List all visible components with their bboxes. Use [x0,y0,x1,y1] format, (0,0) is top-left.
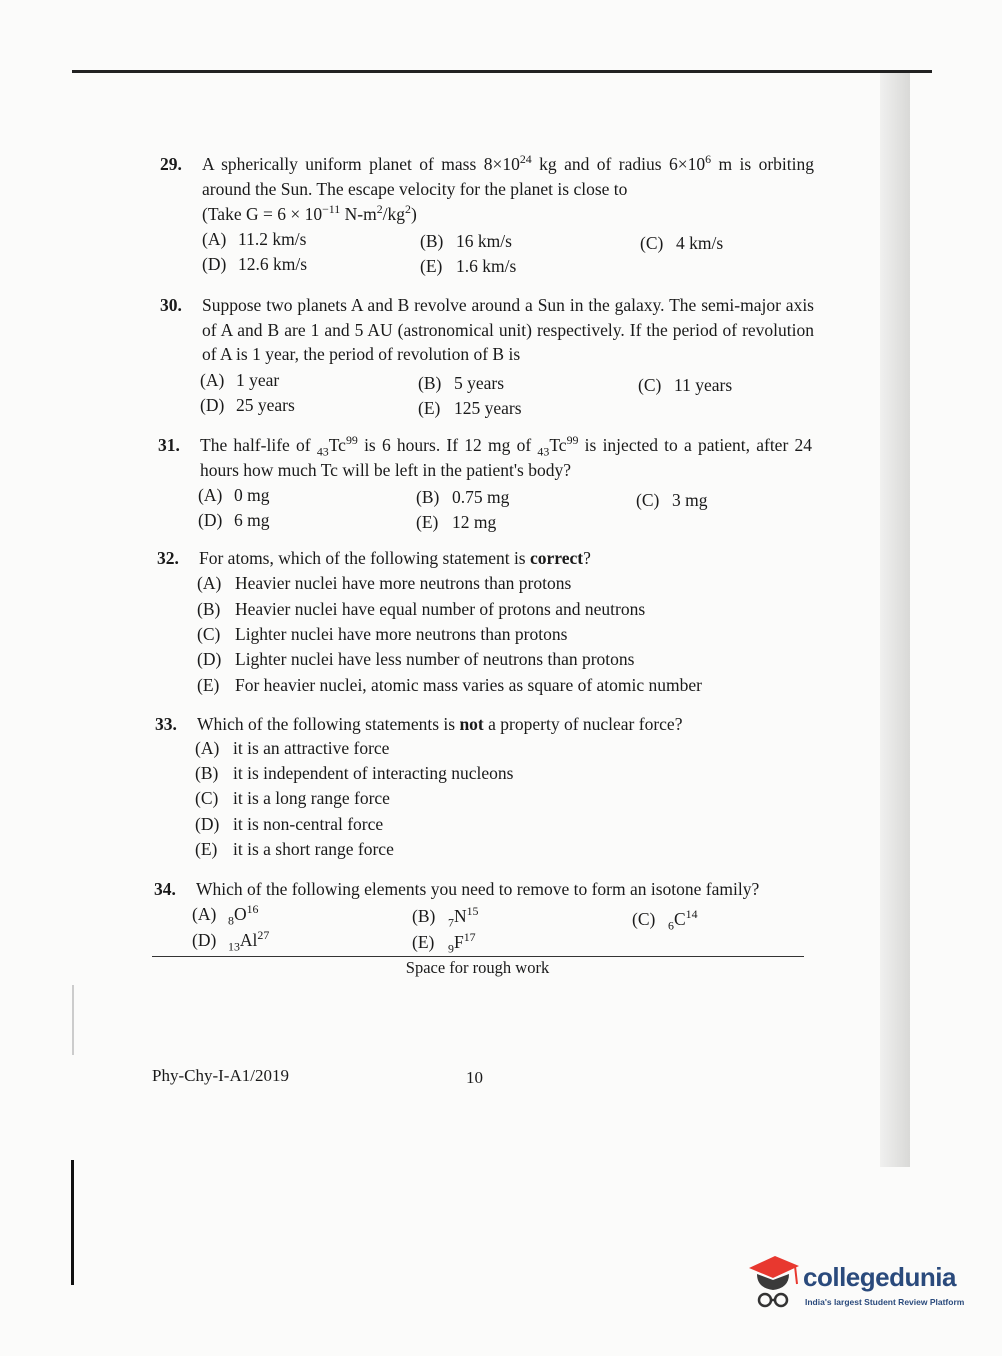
top-rule [72,70,932,73]
scan-edge-mark [71,1160,74,1285]
question-stem: Which of the following statements is not a property of nuclear force? [197,714,683,734]
option-b: (B) $_7N^{15}$ [412,904,479,930]
collegedunia-logo [745,1248,970,1318]
graduate-cap-icon [745,1248,801,1314]
option-b: (B) 0.75 mg [416,487,510,507]
option-e: (E) $_9F^{17}$ [412,930,476,956]
option-d: (D) $_{13}Al^{27}$ [192,928,270,954]
option-a: (A) 11.2 km/s [202,229,307,249]
rough-work-label: Space for rough work [405,958,550,977]
question-30 [160,293,820,423]
question-stem: Which of the following elements you need to remove to form an isotone family? [196,879,760,899]
option-d: (D) 6 mg [198,510,270,530]
option-a: (A) 1 year [200,370,280,390]
question-stem: A spherically uniform planet of mass $8\times 10^{24}$ kg and of radius $6\times 10^6$ m is orbiting around the Sun. The escape velocity for the planet is close to [202,152,814,199]
question-number: 29. [160,154,182,174]
option-c: (C) $_6C^{14}$ [632,907,698,933]
logo-wordmark: collegedunia [803,1262,956,1292]
option-a: (A) it is an attractive force [195,738,390,758]
option-c: (C) 3 mg [636,490,708,510]
option-b: (B) 5 years [418,373,505,393]
question-stem: The half-life of $_{43}Tc^{99}$ is 6 hours. If 12 mg of $_{43}Tc^{99}$ is injected to a patient, after 24 hours how much Tc will be left in the patient's body? [200,433,813,480]
option-e: (E) 12 mg [416,512,497,532]
option-b: (B) Heavier nuclei have equal number of protons and neutrons [197,599,646,619]
option-a: (A) Heavier nuclei have more neutrons than protons [197,573,572,593]
rough-work-rule [152,956,804,957]
given-constant: (Take $G = 6 \times 10^{-11}$ $N-m^2/kg^2$) [202,202,417,224]
question-number: 30. [160,295,182,315]
option-d: (D) it is non-central force [195,814,384,834]
option-c: (C) Lighter nuclei have more neutrons than protons [197,624,568,644]
binding-shadow [880,72,910,1167]
option-c: (C) 4 km/s [640,233,724,253]
option-d: (D) Lighter nuclei have less number of neutrons than protons [197,649,635,669]
option-c: (C) 11 years [638,375,733,395]
page-number: 10 [466,1068,483,1087]
option-b: (B) it is independent of interacting nucleons [195,763,514,783]
question-number: 33. [155,714,177,734]
question-number: 32. [157,548,179,568]
option-a: (A) 0 mg [198,485,270,505]
paper-code: Phy-Chy-I-A1/2019 [152,1066,289,1085]
question-stem: Suppose two planets A and B revolve around a Sun in the galaxy. The semi-major axis of A and B are 1 and 5 AU (astronomical unit) respectively. If the period of revolution of A is 1 year, the period of revolution of B is [202,295,814,364]
option-d: (D) 25 years [200,395,295,415]
question-32 [157,546,817,706]
option-e: (E) For heavier nuclei, atomic mass varies as square of atomic number [197,675,702,695]
question-33 [155,712,815,867]
question-stem: For atoms, which of the following statement is correct? [199,548,591,568]
question-number: 31. [158,435,180,455]
option-b: (B) 16 km/s [420,231,512,251]
option-d: (D) 12.6 km/s [202,254,308,274]
question-31 [158,433,818,538]
option-c: (C) it is a long range force [195,788,390,808]
option-e: (E) 1.6 km/s [420,256,517,276]
question-29 [160,152,820,276]
option-e: (E) 125 years [418,398,522,418]
option-a: (A) $_8O^{16}$ [192,902,259,928]
question-number: 34. [154,879,176,899]
option-e: (E) it is a short range force [195,839,394,859]
question-34 [154,877,814,957]
scan-edge-mark [72,985,74,1055]
logo-tagline: India's largest Student Review Platform [805,1297,965,1307]
